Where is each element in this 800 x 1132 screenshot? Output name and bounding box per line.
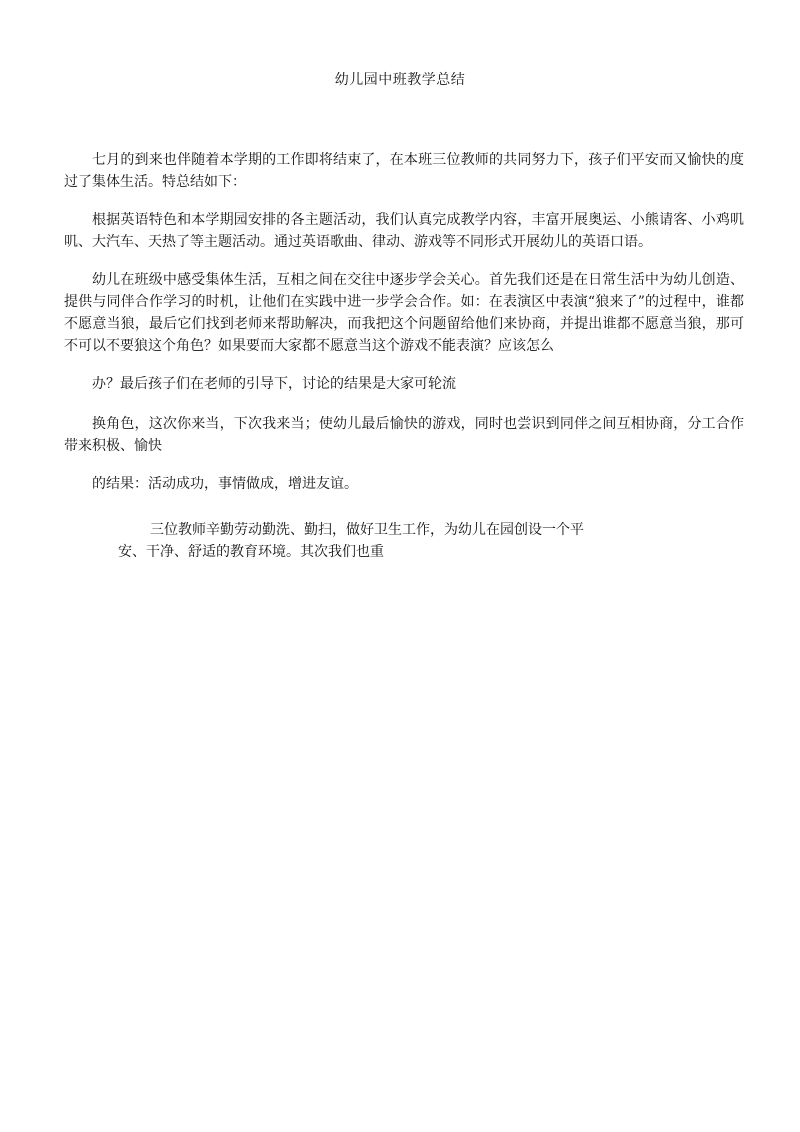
paragraph-hygiene-line-2: 安、干净、舒适的教育环境。其次我们也重 xyxy=(118,544,384,560)
paragraph-discussion-result: 办？最后孩子们在老师的引导下，讨论的结果是大家可轮流 xyxy=(92,376,456,392)
paragraph-english-activities: 根据英语特色和本学期园安排的各主题活动，我们认真完成教学内容，丰富开展奥运、小熊请客、小鸡叽叽、大汽车、天热了等主题活动。通过英语歌曲、律动、游戏等不同形式开展幼儿的英语口语。 xyxy=(64,212,744,250)
paragraph-role-exchange: 换角色，这次你来当，下次我来当；使幼儿最后愉快的游戏，同时也尝识到同伴之间互相协商，分工合作带来积极、愉快 xyxy=(64,416,744,454)
paragraph-intro: 七月的到来也伴随着本学期的工作即将结束了，在本班三位教师的共同努力下，孩子们平安而又愉快的度过了集体生活。特总结如下： xyxy=(64,152,744,190)
document-title: 幼儿园中班教学总结 xyxy=(334,72,466,88)
paragraph-hygiene-line-1: 三位教师辛勤劳动勤洗、勤扫，做好卫生工作，为幼儿在园创设一个平 xyxy=(150,522,584,538)
paragraph-activity-outcome: 的结果：活动成功，事情做成，增进友谊。 xyxy=(92,476,358,492)
paragraph-collective-life: 幼儿在班级中感受集体生活，互相之间在交往中逐步学会关心。首先我们还是在日常生活中为幼儿创造、提供与同伴合作学习的时机，让他们在实践中进一步学会合作。如：在表演区中表演“狼来了”的过程中，谁都不愿意当狼，最后它们找到老师来帮助解决，而我把这个问题留给他们来协商，并提出谁都不愿意当狼，那可不可以不要狼这个角色？如果要而大家都不愿意当这个游戏不能表演？应该怎么 xyxy=(64,272,744,354)
